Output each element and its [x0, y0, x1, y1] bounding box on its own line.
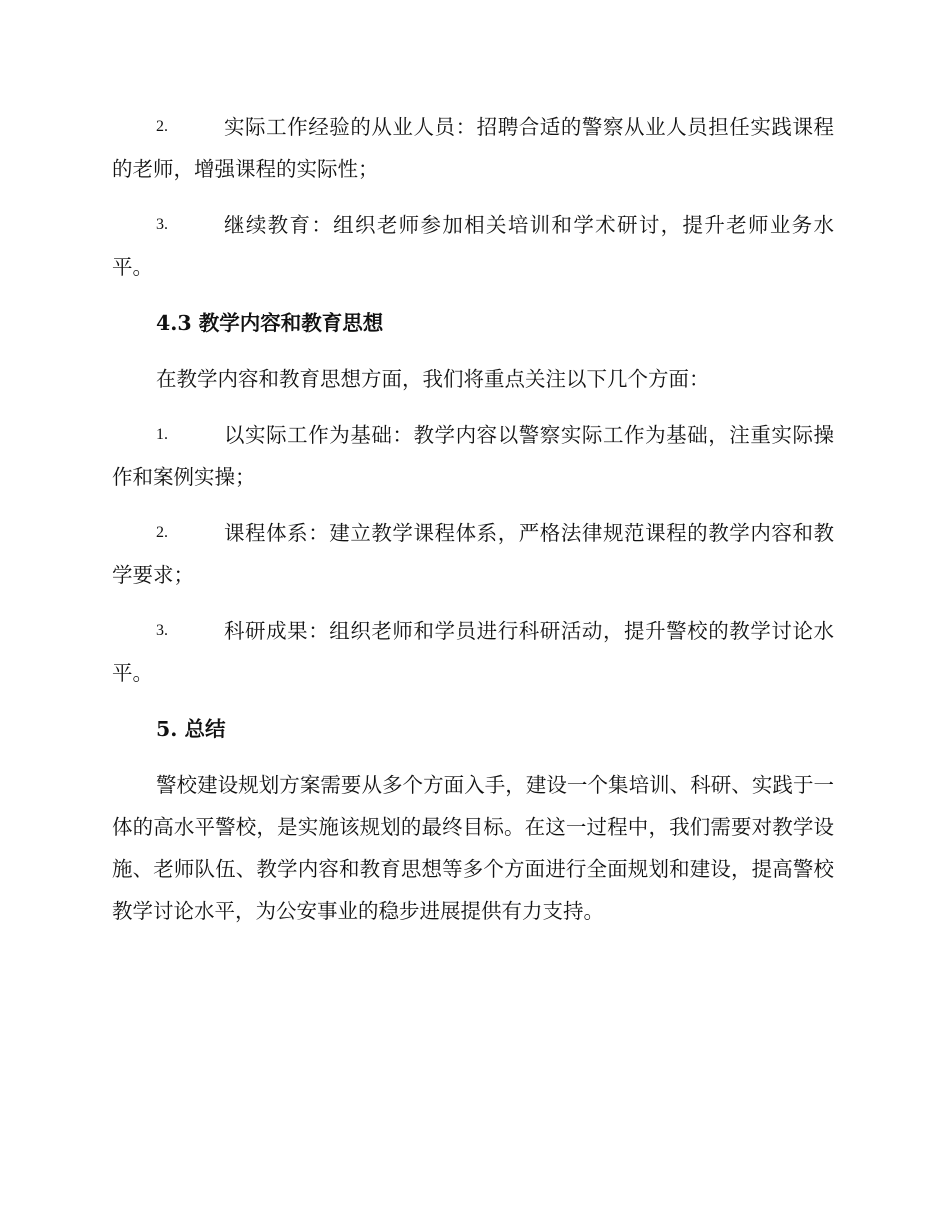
- list-text: 以实际工作为基础：教学内容以警察实际工作为基础，注重实际操作和案例实操；: [112, 423, 834, 489]
- list-text: 科研成果：组织老师和学员进行科研活动，提升警校的教学讨论水平。: [112, 619, 834, 685]
- list-text: 实际工作经验的从业人员：招聘合适的警察从业人员担任实践课程的老师，增强课程的实际性；: [112, 115, 834, 181]
- list-item: [112, 610, 834, 694]
- list-text: 继续教育：组织老师参加相关培训和学术研讨，提升老师业务水平。: [112, 213, 834, 279]
- list-number: 1.: [156, 426, 168, 443]
- list-number: 3.: [156, 622, 168, 639]
- list-number: 3.: [156, 216, 168, 233]
- section-heading-4-3: 4.3 教学内容和教育思想: [156, 311, 384, 335]
- list-text: 课程体系：建立教学课程体系，严格法律规范课程的教学内容和教学要求；: [112, 521, 834, 587]
- list-item: [112, 106, 834, 190]
- list-number: 2.: [156, 524, 168, 541]
- section-heading-5: 5. 总结: [156, 717, 226, 741]
- summary-paragraph: 警校建设规划方案需要从多个方面入手，建设一个集培训、科研、实践于一体的高水平警校，是实施该规划的最终目标。在这一过程中，我们需要对教学设施、老师队伍、教学内容和教育思想等多个方面进行全面规划和建设，提高警校教学讨论水平，为公安事业的稳步进展提供有力支持。: [112, 773, 834, 923]
- document-page: [112, 106, 834, 946]
- list-number: 2.: [156, 118, 168, 135]
- section-intro: 在教学内容和教育思想方面，我们将重点关注以下几个方面：: [156, 367, 710, 391]
- list-item: [112, 512, 834, 596]
- list-item: [112, 414, 834, 498]
- list-item: [112, 204, 834, 288]
